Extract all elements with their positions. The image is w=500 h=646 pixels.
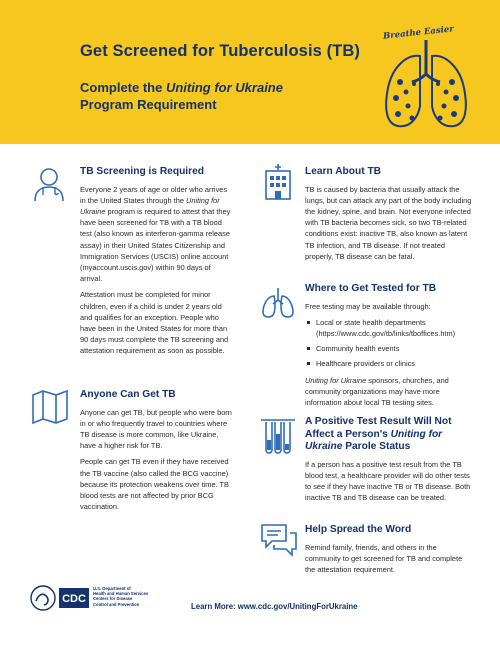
list-item: Healthcare providers or clinics: [305, 358, 473, 369]
section-where: [305, 283, 473, 413]
chat-bubbles-icon: [260, 523, 298, 557]
where-program-italic: Uniting for Ukraine: [305, 375, 367, 385]
section-learn: [305, 166, 473, 267]
section-screening: [80, 166, 232, 362]
screening-p1-italic: Uniting for Ukraine: [80, 195, 220, 216]
agency-line: Centers for Disease: [93, 596, 133, 602]
agency-line: Health and Human Services: [93, 591, 149, 597]
screening-p1-a: Everyone 2 years of age or older who arrives in the United States through the: [80, 184, 228, 205]
page-subtitle: [80, 79, 283, 113]
section-anyone: [80, 389, 232, 517]
positive-heading-italic2: Ukraine: [305, 441, 343, 452]
anyone-paragraph-1: Anyone can get TB, but people who were born in or who frequently travel to countries where TB disease is more common, like Ukraine, have a higher risk for TB.: [80, 407, 232, 451]
doctor-icon: [29, 163, 69, 203]
subtitle-prefix: Complete the: [80, 80, 166, 95]
learn-heading: Learn About TB: [305, 166, 382, 177]
learn-more-link[interactable]: Learn More: www.cdc.gov/UnitingForUkraine: [191, 602, 358, 611]
testing-locations-list: [305, 317, 473, 370]
lungs-icon: [260, 284, 296, 320]
where-p-rest: sponsors, churches, and community organizations may have more information about local TB testing sites.: [305, 375, 449, 407]
spread-paragraph-1: Remind family, friends, and others in the community to get screened for TB and complete the attestation requirement.: [305, 542, 463, 574]
anyone-heading: Anyone Can Get TB: [80, 389, 176, 400]
test-tubes-icon: [258, 418, 298, 458]
breathe-easier-badge: Breathe Easier: [382, 24, 455, 42]
list-item: Local or state health departments (https://www.cdc.gov/tb/links/tboffices.htm): [305, 317, 473, 339]
page-title: Get Screened for Tuberculosis (TB): [80, 42, 360, 60]
subtitle-program: Uniting for Ukraine: [165, 80, 283, 95]
map-icon: [31, 389, 69, 425]
hhs-cdc-logo: [30, 583, 90, 613]
section-positive: [305, 416, 475, 508]
positive-paragraph-1: If a person has a positive test result from the TB blood test, a healthcare provider will do other tests to see if they have inactive TB or TB disease. Both inactive TB and TB disease can be treated.: [305, 459, 471, 503]
where-heading: Where to Get Tested for TB: [305, 283, 437, 294]
screening-paragraph-2: Attestation must be completed for minor children, even if a child is under 2 years old and qualifies for an exception. People who have been in the United States for more than 90 days must complete the TB screening and attestation requirement as soon as possible.: [80, 290, 229, 356]
subtitle-line2: Program Requirement: [80, 97, 217, 112]
positive-heading-line2: Affect a Person's: [305, 428, 391, 440]
agency-line: U.S. Department of: [93, 586, 131, 591]
positive-heading-line1: A Positive Test Result Will Not: [305, 416, 452, 427]
screening-paragraph-1: [80, 184, 232, 285]
cdc-logo-text: CDC: [62, 593, 86, 605]
learn-paragraph-1: TB is caused by bacteria that usually attack the lungs, but can attack any part of the body including the kidney, spine, and brain. Not everyone infected with TB bacteria becomes sick, so two TB-related conditions exist: inactive TB, also known as latent TB infection, and TB disease. If not treated properly, TB disease can be fatal.: [305, 184, 472, 261]
positive-heading-italic1: Uniting for: [390, 428, 443, 440]
header-banner: [0, 0, 500, 144]
screening-heading: TB Screening is Required: [80, 166, 204, 177]
agency-name: [93, 586, 148, 607]
positive-heading-line3: Parole Status: [342, 441, 411, 452]
positive-heading: [305, 416, 475, 454]
screening-p1-b: program is required to attest that they have been screened for TB with a TB blood test (also known as interferon-gamma release assay) in their United States Citizenship and Immigration Services (USCIS) online account (myaccount.uscis.gov) within 90 days of arrival.: [80, 206, 231, 284]
where-paragraph: [305, 375, 473, 409]
where-intro: Free testing may be available through:: [305, 301, 431, 311]
anyone-paragraph-2: People can get TB even if they have received the TB vaccine (also called the BCG vaccine) because its protection weakens over time. TB blood tests are not affected by prior BCG vaccination.: [80, 457, 229, 512]
section-spread: [305, 524, 473, 580]
lungs-illustration: [376, 22, 476, 134]
agency-line: Control and Prevention: [93, 601, 140, 607]
list-item: Community health events: [305, 343, 473, 354]
hospital-icon: [260, 163, 296, 201]
spread-heading: Help Spread the Word: [305, 524, 412, 535]
